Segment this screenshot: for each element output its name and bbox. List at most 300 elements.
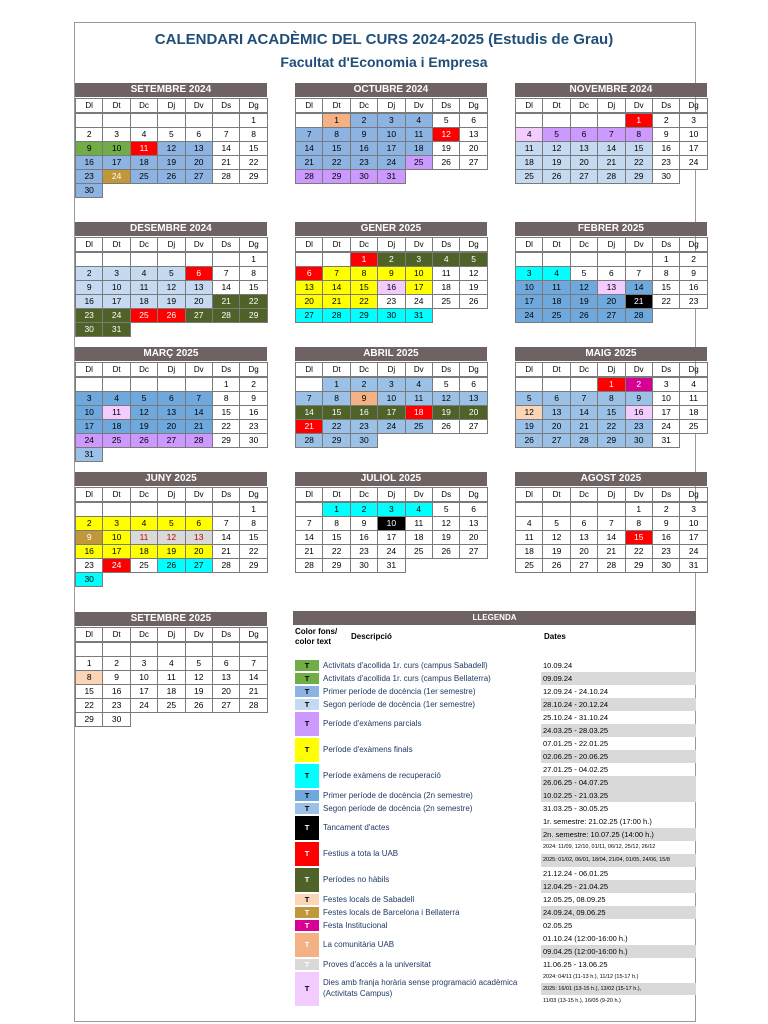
day-cell: 29 <box>75 712 103 727</box>
weekday-cell: Dj <box>377 98 405 113</box>
day-cell: 15 <box>322 141 350 156</box>
day-cell: 17 <box>377 530 405 545</box>
day-cell: 30 <box>75 322 103 337</box>
day-cell: 13 <box>185 141 213 156</box>
day-cell: 6 <box>459 113 487 128</box>
day-cell: 15 <box>239 280 267 295</box>
legend-row <box>293 841 696 867</box>
day-cell: 12 <box>459 266 487 281</box>
weekday-cell: Dg <box>679 98 707 113</box>
legend-date: 27.01.25 - 04.02.25 <box>543 765 609 774</box>
legend-dates <box>541 841 696 867</box>
faculty-subtitle: Facultat d'Economia i Empresa <box>280 54 488 70</box>
day-cell: 1 <box>597 377 625 392</box>
day-cell: 25 <box>130 558 158 573</box>
weekday-cell: Ds <box>652 98 680 113</box>
day-cell: 12 <box>157 530 185 545</box>
day-cell: 18 <box>405 405 433 420</box>
day-cell: 28 <box>570 433 598 448</box>
legend-date: 2n. semestre: 10.07.25 (14:00 h.) <box>541 828 696 841</box>
empty-cell <box>102 113 130 128</box>
weekday-cell: Ds <box>432 98 460 113</box>
weekday-cell: Dc <box>130 487 158 502</box>
legend-date: 2024: 11/09, 12/10, 01/11, 06/12, 25/12, 26/12 <box>543 844 656 850</box>
weekday-cell: Dc <box>350 362 378 377</box>
day-cell: 24 <box>130 698 158 713</box>
day-cell: 24 <box>377 544 405 559</box>
day-cell: 3 <box>130 656 158 671</box>
weekday-cell: Dl <box>515 237 543 252</box>
day-cell: 26 <box>432 544 460 559</box>
day-cell: 13 <box>459 127 487 142</box>
day-cell: 31 <box>405 308 433 323</box>
day-cell: 19 <box>130 419 158 434</box>
empty-cell <box>597 502 625 517</box>
day-cell: 6 <box>459 377 487 392</box>
day-cell: 13 <box>295 280 323 295</box>
day-cell: 28 <box>185 433 213 448</box>
legend-dates <box>541 919 696 932</box>
day-cell: 16 <box>350 530 378 545</box>
month-header: NOVEMBRE 2024 <box>515 83 707 97</box>
legend-date: 02.05.25 <box>543 921 573 930</box>
day-cell: 19 <box>185 684 213 699</box>
day-cell: 11 <box>157 670 185 685</box>
legend-swatch: T <box>295 803 319 814</box>
empty-cell <box>75 113 103 128</box>
day-cell: 8 <box>322 516 350 531</box>
weekday-cell: Ds <box>432 487 460 502</box>
day-cell: 5 <box>542 127 570 142</box>
day-cell: 8 <box>239 127 267 142</box>
legend-dates <box>541 906 696 919</box>
day-cell: 31 <box>377 169 405 184</box>
day-cell: 10 <box>679 516 707 531</box>
day-cell: 3 <box>377 502 405 517</box>
weekday-cell: Dj <box>597 362 625 377</box>
legend-swatch: T <box>295 712 319 736</box>
legend-date: 12.09.24 - 24.10.24 <box>543 687 609 696</box>
day-cell: 22 <box>322 155 350 170</box>
weekday-cell: Dj <box>157 487 185 502</box>
day-cell: 10 <box>679 127 707 142</box>
legend-date: 1r. semestre: 21.02.25 (17:00 h.) <box>543 817 652 826</box>
day-cell: 10 <box>102 141 130 156</box>
day-cell: 17 <box>130 684 158 699</box>
month-header: ABRIL 2025 <box>295 347 487 361</box>
weekday-cell: Dv <box>625 98 653 113</box>
day-cell: 19 <box>570 294 598 309</box>
day-cell: 10 <box>377 391 405 406</box>
legend-swatch: T <box>295 959 319 970</box>
day-cell: 24 <box>75 433 103 448</box>
empty-cell <box>157 377 185 392</box>
day-cell: 6 <box>212 656 240 671</box>
day-cell: 17 <box>679 530 707 545</box>
legend-date: 09.09.24 <box>541 672 696 685</box>
empty-cell <box>157 502 185 517</box>
day-cell: 26 <box>432 419 460 434</box>
day-cell: 15 <box>350 280 378 295</box>
day-cell: 13 <box>212 670 240 685</box>
day-cell: 23 <box>350 155 378 170</box>
day-cell: 7 <box>625 266 653 281</box>
day-cell: 18 <box>130 544 158 559</box>
legend-date: 10.09.24 <box>543 661 573 670</box>
day-cell: 9 <box>75 280 103 295</box>
day-cell: 16 <box>679 280 707 295</box>
legend-description: Segon període de docència (1er semestre) <box>323 700 476 709</box>
weekday-cell: Dv <box>405 237 433 252</box>
day-cell: 26 <box>515 433 543 448</box>
day-cell: 2 <box>625 377 653 392</box>
day-cell: 16 <box>75 544 103 559</box>
day-cell: 25 <box>102 433 130 448</box>
day-cell: 4 <box>405 377 433 392</box>
day-cell: 4 <box>432 252 460 267</box>
weekday-cell: Dt <box>102 237 130 252</box>
legend-swatch: T <box>295 738 319 762</box>
day-cell: 6 <box>185 127 213 142</box>
day-cell: 7 <box>322 266 350 281</box>
weekday-cell: Dj <box>597 237 625 252</box>
day-cell: 30 <box>239 433 267 448</box>
day-cell: 2 <box>75 266 103 281</box>
legend-dates <box>541 698 696 711</box>
day-cell: 29 <box>239 169 267 184</box>
day-cell: 22 <box>239 155 267 170</box>
weekday-cell: Ds <box>652 362 680 377</box>
day-cell: 4 <box>515 516 543 531</box>
legend-swatch: T <box>295 699 319 710</box>
day-cell: 23 <box>239 419 267 434</box>
legend-row <box>293 971 696 1007</box>
day-cell: 5 <box>157 516 185 531</box>
day-cell: 29 <box>239 308 267 323</box>
weekday-cell: Dc <box>570 362 598 377</box>
day-cell: 24 <box>652 419 680 434</box>
weekday-cell: Dc <box>130 237 158 252</box>
day-cell: 12 <box>157 280 185 295</box>
day-cell: 23 <box>75 558 103 573</box>
legend-description: Primer període de docència (1er semestre) <box>323 687 476 696</box>
day-cell: 21 <box>212 294 240 309</box>
day-cell: 13 <box>570 141 598 156</box>
weekday-cell: Dg <box>239 362 267 377</box>
month-header: MAIG 2025 <box>515 347 707 361</box>
day-cell: 27 <box>597 308 625 323</box>
legend-date: 12.04.25 - 21.04.25 <box>541 880 696 893</box>
day-cell: 13 <box>597 280 625 295</box>
weekday-cell: Dv <box>405 362 433 377</box>
day-cell: 12 <box>542 141 570 156</box>
day-cell: 28 <box>322 308 350 323</box>
day-cell: 28 <box>295 169 323 184</box>
day-cell: 30 <box>350 558 378 573</box>
legend-swatch: T <box>295 842 319 866</box>
legend-swatch: T <box>295 816 319 840</box>
day-cell: 20 <box>459 405 487 420</box>
day-cell: 14 <box>295 405 323 420</box>
day-cell: 23 <box>75 169 103 184</box>
weekday-cell: Dt <box>102 627 130 642</box>
empty-cell <box>322 252 350 267</box>
day-cell: 11 <box>405 391 433 406</box>
empty-cell <box>157 642 185 657</box>
day-cell: 19 <box>459 280 487 295</box>
empty-cell <box>570 252 598 267</box>
day-cell: 23 <box>350 419 378 434</box>
weekday-cell: Dt <box>322 237 350 252</box>
weekday-cell: Dt <box>102 98 130 113</box>
legend-dates <box>541 685 696 698</box>
legend-row <box>293 802 696 815</box>
day-cell: 10 <box>377 516 405 531</box>
month-header: GENER 2025 <box>295 222 487 236</box>
day-cell: 10 <box>377 127 405 142</box>
legend-row <box>293 737 696 763</box>
day-cell: 11 <box>405 127 433 142</box>
day-cell: 21 <box>322 294 350 309</box>
day-cell: 22 <box>350 294 378 309</box>
weekday-cell: Dj <box>597 98 625 113</box>
legend-row <box>293 685 696 698</box>
day-cell: 25 <box>130 308 158 323</box>
day-cell: 23 <box>652 155 680 170</box>
legend-dates <box>541 789 696 802</box>
day-cell: 23 <box>75 308 103 323</box>
legend-description: Període d'exàmens parcials <box>323 719 422 728</box>
day-cell: 7 <box>597 516 625 531</box>
legend-date: 31.03.25 - 30.05.25 <box>543 804 609 813</box>
day-cell: 13 <box>542 405 570 420</box>
day-cell: 27 <box>459 544 487 559</box>
day-cell: 17 <box>377 405 405 420</box>
empty-cell <box>130 377 158 392</box>
weekday-cell: Ds <box>212 362 240 377</box>
day-cell: 21 <box>597 544 625 559</box>
day-cell: 25 <box>157 698 185 713</box>
day-cell: 1 <box>652 252 680 267</box>
legend-dates <box>541 802 696 815</box>
day-cell: 20 <box>542 419 570 434</box>
day-cell: 19 <box>542 544 570 559</box>
day-cell: 11 <box>432 266 460 281</box>
day-cell: 15 <box>652 280 680 295</box>
day-cell: 4 <box>102 391 130 406</box>
day-cell: 17 <box>515 294 543 309</box>
day-cell: 27 <box>212 698 240 713</box>
empty-cell <box>295 113 323 128</box>
empty-cell <box>212 642 240 657</box>
legend-description: Segon període de docència (2n semestre) <box>323 804 473 813</box>
day-cell: 3 <box>405 252 433 267</box>
day-cell: 26 <box>130 433 158 448</box>
legend-swatch: T <box>295 907 319 918</box>
day-cell: 4 <box>405 502 433 517</box>
day-cell: 11 <box>102 405 130 420</box>
day-cell: 8 <box>322 391 350 406</box>
day-cell: 6 <box>157 391 185 406</box>
empty-cell <box>75 502 103 517</box>
weekday-cell: Dc <box>570 487 598 502</box>
day-cell: 28 <box>239 698 267 713</box>
day-cell: 15 <box>212 405 240 420</box>
day-cell: 11 <box>515 530 543 545</box>
weekday-cell: Dl <box>75 237 103 252</box>
empty-cell <box>130 113 158 128</box>
month-header: SETEMBRE 2025 <box>75 612 267 626</box>
empty-cell <box>542 113 570 128</box>
day-cell: 2 <box>239 377 267 392</box>
day-cell: 14 <box>212 280 240 295</box>
day-cell: 10 <box>75 405 103 420</box>
day-cell: 29 <box>322 169 350 184</box>
empty-cell <box>185 377 213 392</box>
legend-description: Primer període de docència (2n semestre) <box>323 791 473 800</box>
day-cell: 20 <box>212 684 240 699</box>
day-cell: 16 <box>350 405 378 420</box>
day-cell: 28 <box>212 558 240 573</box>
day-cell: 4 <box>405 113 433 128</box>
legend-description: La comunitària UAB <box>323 940 395 949</box>
legend-dates <box>541 763 696 789</box>
day-cell: 14 <box>570 405 598 420</box>
legend-date: 07.01.25 - 22.01.25 <box>543 739 609 748</box>
weekday-cell: Dv <box>185 627 213 642</box>
day-cell: 20 <box>295 294 323 309</box>
legend-description: Festa Institucional <box>323 921 388 930</box>
weekday-cell: Dv <box>625 487 653 502</box>
weekday-cell: Dt <box>542 362 570 377</box>
empty-cell <box>130 642 158 657</box>
weekday-cell: Dg <box>679 362 707 377</box>
empty-cell <box>570 377 598 392</box>
empty-cell <box>542 252 570 267</box>
day-cell: 10 <box>652 391 680 406</box>
legend-description: Proves d'accés a la universitat <box>323 960 431 969</box>
legend-date: 12.05.25, 08.09.25 <box>543 895 606 904</box>
day-cell: 4 <box>130 127 158 142</box>
day-cell: 14 <box>239 670 267 685</box>
day-cell: 4 <box>679 377 707 392</box>
legend-dates <box>541 932 696 958</box>
day-cell: 28 <box>597 169 625 184</box>
day-cell: 28 <box>212 169 240 184</box>
legend-date: 2025: 16/01 (13-15 h.), 13/02 (15-17 h.), <box>541 983 696 995</box>
day-cell: 20 <box>597 294 625 309</box>
empty-cell <box>157 113 185 128</box>
legend-swatch: T <box>295 933 319 957</box>
weekday-cell: Dg <box>459 487 487 502</box>
day-cell: 22 <box>652 294 680 309</box>
day-cell: 19 <box>157 155 185 170</box>
day-cell: 27 <box>185 169 213 184</box>
legend-row <box>293 698 696 711</box>
day-cell: 9 <box>350 391 378 406</box>
legend-swatch: T <box>295 673 319 684</box>
day-cell: 21 <box>597 155 625 170</box>
empty-cell <box>625 252 653 267</box>
day-cell: 22 <box>322 419 350 434</box>
weekday-cell: Dg <box>239 487 267 502</box>
legend-date: 10.02.25 - 21.03.25 <box>541 789 696 802</box>
legend-date: 25.10.24 - 31.10.24 <box>543 713 609 722</box>
weekday-cell: Ds <box>652 487 680 502</box>
day-cell: 18 <box>130 294 158 309</box>
empty-cell <box>212 252 240 267</box>
day-cell: 17 <box>377 141 405 156</box>
day-cell: 30 <box>102 712 130 727</box>
day-cell: 26 <box>542 558 570 573</box>
day-cell: 8 <box>75 670 103 685</box>
weekday-cell: Dt <box>102 487 130 502</box>
day-cell: 23 <box>652 544 680 559</box>
legend-row <box>293 659 696 672</box>
day-cell: 20 <box>185 544 213 559</box>
day-cell: 2 <box>350 377 378 392</box>
empty-cell <box>212 113 240 128</box>
day-cell: 9 <box>377 266 405 281</box>
month-header: MARÇ 2025 <box>75 347 267 361</box>
day-cell: 9 <box>75 530 103 545</box>
day-cell: 23 <box>350 544 378 559</box>
day-cell: 6 <box>542 391 570 406</box>
day-cell: 7 <box>295 391 323 406</box>
day-cell: 25 <box>515 169 543 184</box>
empty-cell <box>295 252 323 267</box>
day-cell: 5 <box>432 377 460 392</box>
weekday-cell: Dj <box>377 362 405 377</box>
day-cell: 14 <box>597 141 625 156</box>
weekday-cell: Dt <box>322 487 350 502</box>
day-cell: 26 <box>459 294 487 309</box>
weekday-cell: Dj <box>597 487 625 502</box>
day-cell: 11 <box>130 280 158 295</box>
legend-dates <box>541 659 696 672</box>
day-cell: 11 <box>515 141 543 156</box>
day-cell: 31 <box>377 558 405 573</box>
day-cell: 6 <box>570 516 598 531</box>
day-cell: 1 <box>625 502 653 517</box>
day-cell: 13 <box>570 530 598 545</box>
day-cell: 13 <box>185 530 213 545</box>
day-cell: 14 <box>295 141 323 156</box>
day-cell: 8 <box>625 127 653 142</box>
day-cell: 21 <box>212 544 240 559</box>
day-cell: 8 <box>350 266 378 281</box>
day-cell: 7 <box>212 516 240 531</box>
weekday-cell: Dv <box>185 237 213 252</box>
day-cell: 2 <box>350 113 378 128</box>
day-cell: 14 <box>322 280 350 295</box>
day-cell: 12 <box>542 530 570 545</box>
day-cell: 21 <box>295 419 323 434</box>
day-cell: 11 <box>130 530 158 545</box>
empty-cell <box>542 377 570 392</box>
legend-description: Període exàmens de recuperació <box>323 771 441 780</box>
legend-date: 02.06.25 - 20.06.25 <box>541 750 696 763</box>
legend-swatch: T <box>295 790 319 801</box>
day-cell: 11 <box>679 391 707 406</box>
month-header: FEBRER 2025 <box>515 222 707 236</box>
weekday-cell: Dj <box>377 487 405 502</box>
day-cell: 15 <box>322 530 350 545</box>
day-cell: 24 <box>377 155 405 170</box>
legend-date: 26.06.25 - 04.07.25 <box>541 776 696 789</box>
day-cell: 21 <box>239 684 267 699</box>
weekday-cell: Dc <box>350 98 378 113</box>
